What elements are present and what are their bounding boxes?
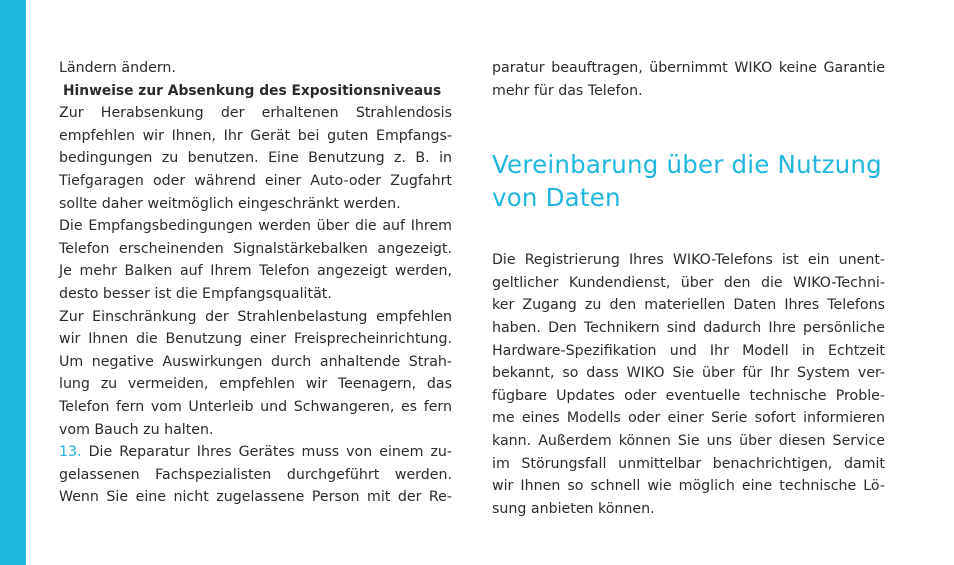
text-line: Zur Einschränkung der Strahlenbelastung empfehlen [59, 308, 452, 325]
text-line: geltlicher Kundendienst, über den die WIKO-Techni- [492, 274, 885, 291]
subheading-exposure [59, 80, 452, 103]
text-line: sollte daher weitmöglich eingeschränkt werden. [59, 195, 401, 212]
repair-continuation [492, 57, 885, 102]
text-line: mehr für das Telefon. [492, 82, 643, 99]
item-text: Die Reparatur Ihres Gerätes muss von einem zu- [81, 444, 452, 461]
paragraph-signal-bars [59, 215, 452, 305]
text-line: lung zu vermeiden, empfehlen wir Teenagern, das [59, 376, 452, 393]
text-line: Um negative Auswirkungen durch anhaltende Strah- [59, 353, 452, 370]
left-text-column [59, 57, 452, 509]
text-line: ker Zugang zu den materiellen Daten Ihres Telefons [492, 297, 885, 314]
text-line: Je mehr Balken auf Ihrem Telefon angezeigt werden, [59, 263, 452, 280]
text-line: Tiefgaragen oder während einer Auto-oder Zugfahrt [59, 172, 452, 189]
text-line: Die Registrierung Ihres WIKO-Telefons ist ein unent- [492, 252, 885, 269]
text-line: vom Bauch zu halten. [59, 421, 214, 438]
text-line: wir Ihnen so schnell wie möglich eine technische Lö- [492, 478, 885, 495]
text-line: Hardware-Spezifikation und Ihr Modell in Echtzeit [492, 342, 885, 359]
text-line: wir Ihnen die Benutzung einer Freisprecheinrichtung. [59, 331, 452, 348]
paragraph-registration [492, 249, 885, 520]
text-line: im Störungsfall unmittelbar benachrichtigen, damit [492, 455, 885, 472]
text-line: Wenn Sie eine nicht zugelassene Person mit der Re- [59, 489, 452, 506]
accent-sidebar-bar [0, 0, 26, 565]
text-line: bekannt, so dass WIKO Sie über für Ihr System ver- [492, 365, 885, 382]
text-line: Telefon fern vom Unterleib und Schwangeren, es fern [59, 398, 452, 415]
text-line: Die Empfangsbedingungen werden über die auf Ihrem [59, 218, 452, 235]
heading-line: von Daten [492, 183, 621, 213]
section-heading-data-usage [492, 148, 885, 214]
text-line: empfehlen wir Ihnen, Ihr Gerät bei guten Empfangs- [59, 127, 452, 144]
text-line: bedingungen zu benutzen. Eine Benutzung z. B. in [59, 150, 452, 167]
right-text-column [492, 57, 885, 520]
text-line [59, 441, 452, 464]
intro-continuation [59, 57, 452, 80]
text-line: Telefon erscheinenden Signalstärkebalken angezeigt. [59, 240, 452, 257]
text-line: me eines Modells oder einer Serie sofort informieren [492, 410, 885, 427]
text-line: Ländern ändern. [59, 60, 176, 76]
text-line: sung anbieten können. [492, 500, 655, 517]
paragraph-radiation-dose [59, 102, 452, 215]
text-line: paratur beauftragen, übernimmt WIKO keine Garantie [492, 60, 885, 76]
text-line: haben. Den Technikern sind dadurch Ihre persönliche [492, 319, 885, 336]
subheading-text: Hinweise zur Absenkung des Expositionsniveaus [63, 82, 442, 99]
text-line: kann. Außerdem können Sie uns über diesen Service [492, 432, 885, 449]
numbered-item-13 [59, 441, 452, 509]
text-line: Zur Herabsenkung der erhaltenen Strahlendosis [59, 105, 452, 122]
heading-line: Vereinbarung über die Nutzung [492, 150, 882, 180]
item-number: 13. [59, 444, 82, 461]
text-line: fügbare Updates oder eventuelle technische Proble- [492, 387, 885, 404]
text-line: desto besser ist die Empfangsqualität. [59, 285, 332, 302]
text-line: gelassenen Fachspezialisten durchgeführt werden. [59, 466, 452, 483]
paragraph-handsfree [59, 306, 452, 442]
